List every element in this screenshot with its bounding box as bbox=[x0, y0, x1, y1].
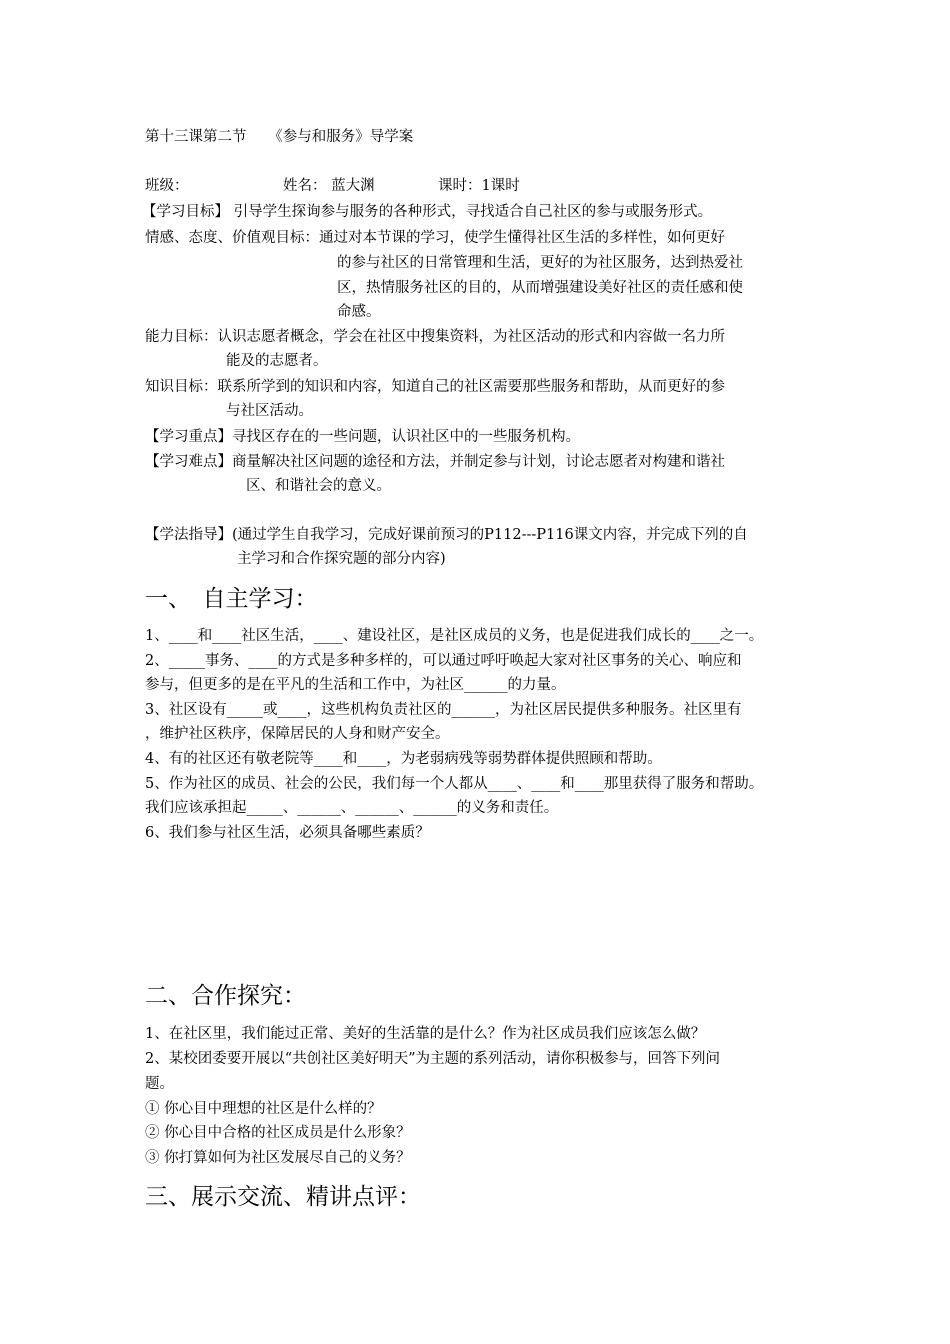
question-line: 参与，但更多的是在平凡的生活和工作中，为社区______的力量。 bbox=[145, 677, 566, 693]
objective-line: 【学习难点】商量解决社区问题的途径和方法，并制定参与计划，讨论志愿者对构建和谐社 bbox=[145, 454, 725, 470]
objective-line: 能及的志愿者。 bbox=[226, 353, 328, 369]
method-line: 主学习和合作探究题的部分内容) bbox=[237, 551, 446, 567]
objective-line: 命感。 bbox=[337, 304, 381, 320]
question-line: 2、_____事务、____的方式是多种多样的，可以通过呼吁唤起大家对社区事务的关心、响应和 bbox=[145, 653, 742, 669]
question-line: 5、作为社区的成员、社会的公民，我们每一个人都从____、____和____那里获得了服务和帮助。 bbox=[145, 776, 764, 792]
question-line: ② 你心目中合格的社区成员是什么形象？ bbox=[145, 1125, 411, 1141]
objective-line: 的参与社区的日常管理和生活，更好的为社区服务，达到热爱社 bbox=[337, 255, 743, 271]
objective-line: 区、和谐社会的意义。 bbox=[246, 478, 391, 494]
question-line: ，维护社区秩序，保障居民的人身和财产安全。 bbox=[145, 726, 450, 742]
objective-line: 情感、态度、价值观目标：通过对本节课的学习，使学生懂得社区生活的多样性，如何更好 bbox=[145, 230, 725, 246]
question-line: 3、社区设有_____或____，这些机构负责社区的______，为社区居民提供多种服务。社区里有 bbox=[145, 702, 742, 718]
question-line: ③ 你打算如何为社区发展尽自己的义务？ bbox=[145, 1150, 411, 1166]
question-line: 6、我们参与社区生活，必须具备哪些素质？ bbox=[145, 825, 430, 841]
question-line: ① 你心目中理想的社区是什么样的？ bbox=[145, 1101, 382, 1117]
section3-heading: 三、展示交流、精讲点评： bbox=[145, 1184, 421, 1210]
page-title: 第十三课第二节 《参与和服务》导学案 bbox=[145, 129, 414, 145]
lesson-period: 课时：1课时 bbox=[438, 178, 520, 194]
question-line: 1、在社区里，我们能过正常、美好的生活靠的是什么？作为社区成员我们应该怎么做？ bbox=[145, 1026, 706, 1042]
objective-line: 能力目标：认识志愿者概念，学会在社区中搜集资料，为社区活动的形式和内容做一名力所 bbox=[145, 329, 725, 345]
question-line: 题。 bbox=[145, 1076, 174, 1092]
objective-line: 与社区活动。 bbox=[226, 403, 313, 419]
objective-line: 区，热情服务社区的目的，从而增强建设美好社区的责任感和使 bbox=[337, 280, 743, 296]
question-line: 4、有的社区还有敬老院等____和____，为老弱病残等弱势群体提供照顾和帮助。 bbox=[145, 751, 662, 767]
objective-line: 【学习目标】 引导学生探询参与服务的各种形式，寻找适合自己社区的参与或服务形式。 bbox=[142, 204, 713, 220]
objective-line: 知识目标：联系所学到的知识和内容，知道自己的社区需要那些服务和帮助，从而更好的参 bbox=[145, 379, 725, 395]
objective-line: 【学习重点】寻找区存在的一些问题，认识社区中的一些服务机构。 bbox=[145, 429, 580, 445]
info-line bbox=[145, 176, 745, 196]
student-name: 姓名： 蓝大渊 bbox=[283, 178, 375, 194]
section1-heading: 一、 自主学习： bbox=[145, 586, 318, 612]
question-line: 我们应该承担起_____、______、______、______的义务和责任。 bbox=[145, 800, 559, 816]
question-line: 1、____和____社区生活，____、建设社区，是社区成员的义务，也是促进我们成长的____之一。 bbox=[145, 628, 764, 644]
question-line: 2、某校团委要开展以“共创社区美好明天”为主题的系列活动，请你积极参与，回答下列问 bbox=[145, 1051, 721, 1067]
class-label: 班级： bbox=[145, 178, 189, 194]
method-line: 【学法指导】(通过学生自我学习，完成好课前预习的P112---P116课文内容，并完成下列的自 bbox=[145, 527, 748, 543]
section2-heading: 二、合作探究： bbox=[145, 983, 306, 1009]
